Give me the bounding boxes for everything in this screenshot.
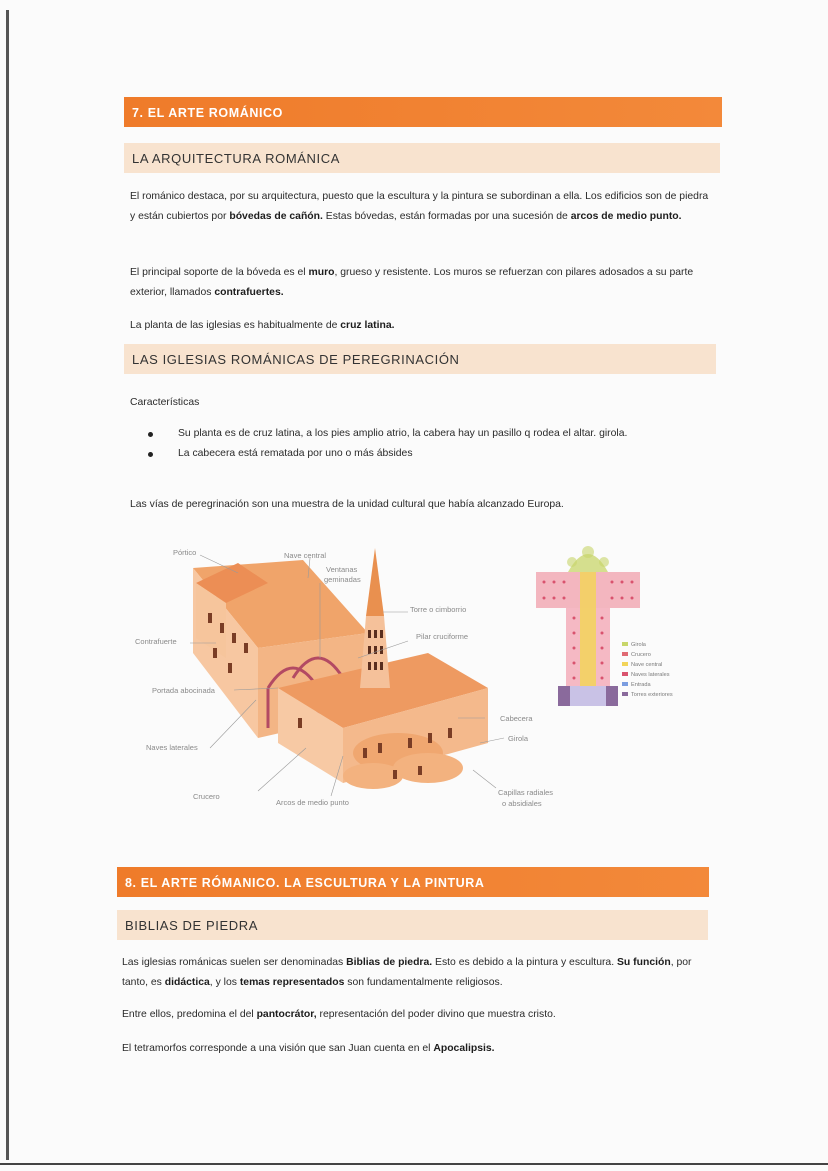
label-nave-central: Nave central <box>284 551 327 560</box>
paragraph-biblias <box>122 953 712 993</box>
label-naves-laterales: Naves laterales <box>146 743 198 752</box>
label-contrafuerte: Contrafuerte <box>135 637 177 646</box>
characteristics-list <box>148 424 708 464</box>
text-run: , por tanto, es <box>122 957 692 988</box>
paragraph-peregrinacion: Las vías de peregrinación son una muestra de la unidad cultural que había alcanzado Europa. <box>130 499 564 510</box>
text-run: El románico destaca, por su arquitectura, puesto que la escultura y la pintura se subordinan a ella. Los edificios son de piedra y están cubiertos por <box>130 191 709 222</box>
paragraph-arquitectura <box>130 187 715 227</box>
label-arcos: Arcos de medio punto <box>276 798 349 807</box>
floor-plan <box>530 538 700 713</box>
bold-text: bóvedas de cañón. <box>229 211 323 222</box>
bold-text: temas representados <box>239 977 345 988</box>
bottom-rule <box>0 1163 828 1165</box>
section-7-subtitle: LA ARQUITECTURA ROMÁNICA <box>124 143 720 173</box>
text-run: El tetramorfos corresponde a una visión que san Juan cuenta en el <box>122 1043 434 1054</box>
label-capillas: Capillas radiales <box>498 788 554 797</box>
text-run: Estas bóvedas, están formadas por una sucesión de <box>322 211 571 222</box>
label-torre: Torre o cimborrio <box>410 605 467 614</box>
label-cabecera: Cabecera <box>500 714 533 723</box>
text-run: , grueso y resistente. Los muros se refuerzan con pilares adosados a su parte exterior, llamados <box>130 267 694 298</box>
text-run: representación del poder divino que muestra cristo. <box>316 1009 556 1020</box>
legend-label: Torres exteriores <box>631 692 673 698</box>
legend-label: Girola <box>631 642 646 648</box>
cathedral-drawing <box>193 548 488 789</box>
bold-text: cruz latina. <box>340 320 395 331</box>
text-run: La planta de las iglesias es habitualmente de <box>130 320 341 331</box>
legend-label: Entrada <box>631 682 651 688</box>
bold-text: Biblias de piedra. <box>346 957 433 968</box>
legend-swatch <box>622 662 628 666</box>
bold-text: arcos de medio punto. <box>570 211 682 222</box>
paragraph-planta <box>130 316 715 336</box>
text-run: , y los <box>209 977 240 988</box>
section-7-title: 7. EL ARTE ROMÁNICO <box>124 97 722 127</box>
text-run: Esto es debido a la pintura y escultura. <box>432 957 617 968</box>
text-run: Las iglesias románicas suelen ser denominadas <box>122 957 347 968</box>
label-portada: Portada abocinada <box>152 686 215 695</box>
paragraph-muro <box>130 263 715 303</box>
paragraph-tetramorfos <box>122 1039 712 1059</box>
legend-label: Naves laterales <box>631 672 670 678</box>
legend-swatch <box>622 672 628 676</box>
page-edge <box>6 10 9 1160</box>
section-8-subtitle: BIBLIAS DE PIEDRA <box>117 910 708 940</box>
cathedral-illustration <box>128 538 588 828</box>
list-item: La cabecera está rematada por uno o más ábsides <box>148 444 708 464</box>
text-run: Entre ellos, predomina el del <box>122 1009 257 1020</box>
section-7-subtitle-2: LAS IGLESIAS ROMÁNICAS DE PEREGRINACIÓN <box>124 344 716 374</box>
bold-text: didáctica <box>164 977 210 988</box>
legend-swatch <box>622 692 628 696</box>
legend-swatch <box>622 642 628 646</box>
paragraph-pantocrator <box>122 1005 712 1025</box>
text-run: son fundamentalmente religiosos. <box>344 977 503 988</box>
label-portico: Pórtico <box>173 548 197 557</box>
legend-label: Crucero <box>631 652 651 658</box>
label-ventanas: Ventanas <box>326 565 358 574</box>
bold-text: muro <box>308 267 335 278</box>
label-crucero: Crucero <box>193 792 220 801</box>
section-8-title: 8. EL ARTE RÓMANICO. LA ESCULTURA Y LA PINTURA <box>117 867 709 897</box>
label-geminadas: geminadas <box>324 575 361 584</box>
label-absidiales: o absidiales <box>502 799 542 808</box>
label-pilar: Pilar cruciforme <box>416 632 469 641</box>
list-item: Su planta es de cruz latina, a los pies amplio atrio, la cabera hay un pasillo q rodea el altar. girola. <box>148 424 708 444</box>
label-girola: Girola <box>508 734 529 743</box>
bold-text: contrafuertes. <box>214 287 284 298</box>
legend-swatch <box>622 682 628 686</box>
characteristics-label: Características <box>130 397 200 408</box>
bold-text: Apocalipsis. <box>433 1043 495 1054</box>
legend-swatch <box>622 652 628 656</box>
bold-text: Su función <box>617 957 671 968</box>
floor-plan-legend <box>622 642 673 698</box>
text-run: El principal soporte de la bóveda es el <box>130 267 309 278</box>
legend-label: Nave central <box>631 662 663 668</box>
bold-text: pantocrátor, <box>256 1009 317 1020</box>
